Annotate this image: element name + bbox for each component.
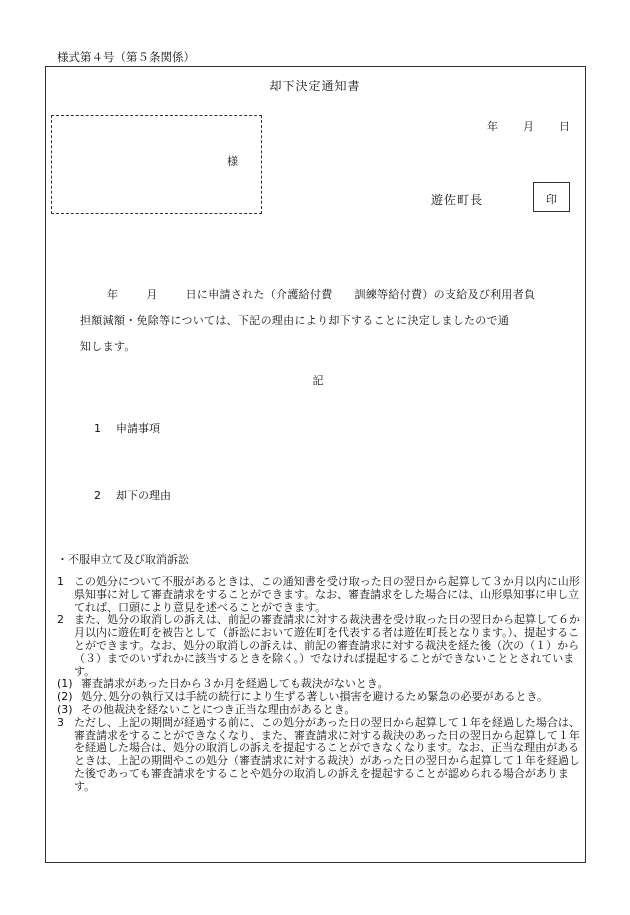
ki-heading: 記: [312, 374, 324, 387]
date-year: 年: [487, 120, 498, 133]
main-line1-rest: 訓練等給付費）の支給及び利用者負: [354, 288, 536, 301]
notice-number: 2: [57, 613, 64, 627]
notice-text: この処分について不服があるときは、この通知書を受け取った日の翌日から起算して３か月以内に山形県知事に対して審査請求をすることができます。なお、審査請求をした場合には、山形県知事に申し立てれば、口頭により意見を述べることができます。: [74, 575, 580, 614]
notice-number: (2): [57, 690, 73, 704]
notice-text: また、処分の取消しの訴えは、前記の審査請求に対する裁決書を受け取った日の翌日から起算して６か月以内に遊佐町を被告として（訴訟において遊佐町を代表する者は遊佐町長となります。）、提起することができます。なお、処分の取消しの訴えは、前記の審査請求に対する裁決を経た後（次の（１）から（３）までのいずれかに該当するときを除く。）でなければ提起することができないこととされています。: [74, 613, 580, 678]
date-day: 日: [559, 120, 570, 133]
item-reason: [94, 487, 171, 503]
main-line-1: [80, 282, 580, 308]
date-month: 月: [523, 120, 534, 133]
page-title: 却下決定通知書: [269, 79, 361, 93]
notice-number: 1: [57, 575, 64, 588]
notice-paragraph: [57, 576, 581, 614]
notice-number: 3: [57, 715, 64, 729]
main-year: 年: [107, 288, 119, 301]
issuer-name: 遊佐町長: [431, 193, 484, 207]
date-line: [487, 118, 570, 134]
seal-box: [533, 182, 570, 212]
notice-number: (3): [57, 702, 73, 716]
item-label: 申請事項: [116, 422, 160, 435]
main-line-3: 知します。: [80, 340, 136, 353]
main-day-text: 日に申請された（介護給付費: [185, 288, 333, 301]
form-number-label: 様式第４号（第５条関係）: [57, 50, 195, 64]
notice-number: (1): [57, 677, 73, 691]
main-line-2: 担額減額・免除等については、下記の理由により却下することに決定しましたので通: [80, 314, 510, 327]
notice-paragraph: [57, 704, 581, 717]
main-month: 月: [146, 288, 158, 301]
notice-paragraph: [57, 717, 581, 794]
main-paragraph: [80, 282, 580, 360]
seal-label: 印: [546, 193, 557, 206]
addressee-honorific: 様: [227, 155, 238, 168]
item-number: 1: [94, 422, 101, 435]
item-label: 却下の理由: [116, 489, 171, 502]
notice-paragraph: [57, 614, 581, 678]
notice-heading: ・不服申立て及び取消訴訟: [57, 553, 189, 566]
notice-text: その他裁決を経ないことにつき正当な理由があるとき。: [81, 702, 356, 716]
notice-text: 処分､処分の執行又は手続の続行により生ずる著しい損害を避けるため緊急の必要があるとき。: [81, 690, 549, 704]
notice-text: ただし、上記の期間が経過する前に、この処分があった日の翌日から起算して１年を経過した場合は、審査請求をすることができなくなり、また、審査請求に対する裁決のあった日の翌日から起算して１年を経過した場合は、処分の取消しの訴えを提起することができなくなります。なお、正当な理由があるときは、上記の期間やこの処分（審査請求に対する裁決）があった日の翌日から起算して１年を経過した後であっても審査請求をすることや処分の取消しの訴えを提起することが認められる場合があります。: [74, 715, 580, 793]
notice-block: [57, 576, 581, 794]
addressee-box: [51, 115, 262, 214]
item-number: 2: [94, 489, 101, 502]
item-application: [94, 420, 160, 436]
notice-text: 審査請求があった日から３か月を経過しても裁決がないとき。: [81, 677, 389, 691]
